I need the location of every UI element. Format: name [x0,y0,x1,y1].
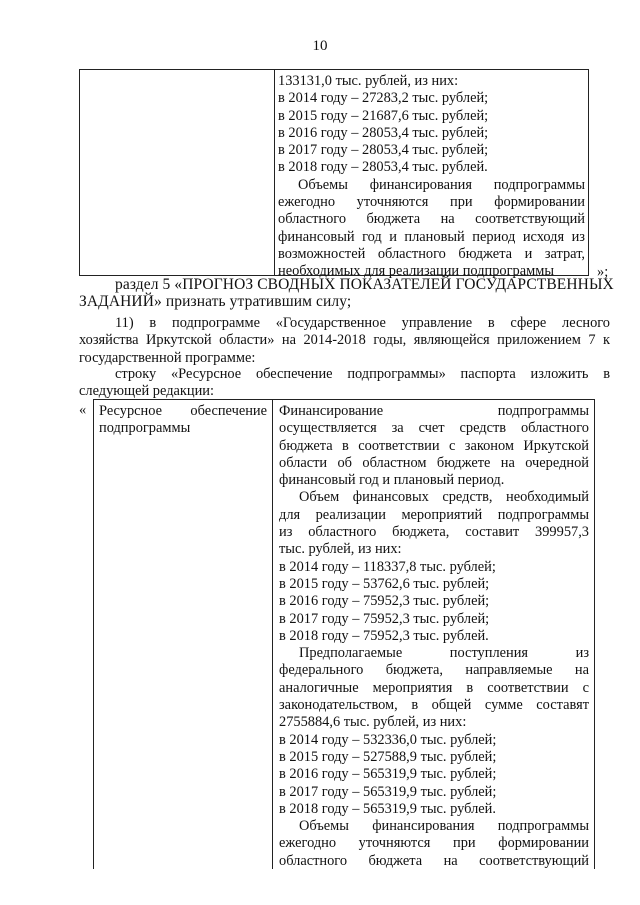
page-number: 10 [312,38,328,54]
funding-total-line: 133131,0 тыс. рублей, из них: [278,73,459,89]
paragraph-line: следующей редакции: [79,383,214,400]
funding-note-line: ежегодно уточняются при формировании [279,835,589,852]
federal-budget-line: 2755884,6 тыс. рублей, из них: [279,714,467,731]
paragraph-line: ЗАДАНИЙ» признать утратившим силу; [79,293,352,311]
federal-year-line: в 2018 году – 565319,9 тыс. рублей. [279,800,496,817]
paragraph-line: государственной программе: [79,349,256,366]
funding-note-line: областного бюджета на соответствующий [279,852,589,869]
financing-line: бюджета в соответствии с законом Иркутской [279,437,589,454]
funding-year-line: в 2018 году – 28053,4 тыс. рублей. [278,159,488,176]
funding-note-line: ежегодно уточняются при формировании [278,194,585,211]
regional-year-line: в 2015 году – 53762,6 тыс. рублей; [279,575,490,592]
regional-budget-line: для реализации мероприятий подпрограммы [279,506,589,523]
regional-budget-line: Объем финансовых средств, необходимый [299,489,589,506]
column-divider [274,70,275,275]
funding-year-line: в 2016 году – 28053,4 тыс. рублей; [278,124,489,141]
regional-year-line: в 2018 году – 75952,3 тыс. рублей. [279,627,489,644]
funding-year-line: в 2015 году – 21687,6 тыс. рублей; [278,107,489,124]
federal-budget-line: Предполагаемые поступления из [299,645,589,662]
item-11-paragraph [79,315,610,367]
regional-budget-line: из областного бюджета, составит 399957,3 [279,524,589,541]
funding-note-line: возможностей областного бюджета и затрат, [278,245,585,262]
column-divider [272,400,273,869]
resource-provision-label-cell [99,403,267,438]
federal-year-line: в 2014 году – 532336,0 тыс. рублей; [279,731,497,748]
continuation-table [79,69,589,280]
federal-budget-line: федерального бюджета, направляемые на [279,662,589,679]
resource-provision-table [93,399,595,869]
row-label-line: подпрограммы [99,420,191,437]
funding-note-line: необходимых для реализации подпрограммы [278,263,554,280]
funding-note-line: областного бюджета на соответствующий [278,211,585,228]
funding-year-line: в 2017 году – 28053,4 тыс. рублей; [278,142,489,159]
federal-year-line: в 2017 году – 565319,9 тыс. рублей; [279,783,497,800]
opening-quote: « [79,402,87,418]
regional-year-line: в 2014 году – 118337,8 тыс. рублей; [279,558,496,575]
federal-budget-line: законодательством, в общей сумме составят [279,697,589,714]
federal-year-line: в 2016 году – 565319,9 тыс. рублей; [279,766,497,783]
closing-quote: »; [597,264,609,280]
funding-note-line: Объемы финансирования подпрограммы [299,818,589,835]
federal-budget-line: аналогичные мероприятия в соответствии с [279,679,589,696]
funding-note-line: финансовый год и плановый период исходя из [278,228,585,245]
financing-line: осуществляется за счет средств областного [279,420,589,437]
federal-year-line: в 2015 году – 527588,9 тыс. рублей; [279,748,497,765]
financing-line: финансовый год и плановый период. [279,472,505,489]
row-replacement-paragraph [79,366,610,401]
paragraph-line: раздел 5 «ПРОГНОЗ СВОДНЫХ ПОКАЗАТЕЛЕЙ ГОСУДАРСТВЕННЫХ [115,276,614,293]
paragraph-line: строку «Ресурсное обеспечение подпрограммы» паспорта изложить в [115,366,610,382]
section5-paragraph [79,276,614,311]
paragraph-line: хозяйства Иркутской области» на 2014-2018 годы, являющейся приложением 7 к [79,332,610,349]
resource-provision-value-cell [279,403,589,870]
continuation-table-right-cell [278,73,585,281]
funding-year-line: в 2014 году – 27283,2 тыс. рублей; [278,90,489,107]
financing-line: Финансирование подпрограммы [279,403,589,419]
financing-line: области об областном бюджете на очередной [279,454,589,471]
row-label-line: Ресурсное обеспечение [99,403,267,419]
regional-year-line: в 2016 году – 75952,3 тыс. рублей; [279,593,490,610]
regional-budget-line: тыс. рублей, из них: [279,541,402,558]
funding-note-line: Объемы финансирования подпрограммы [298,176,585,193]
regional-year-line: в 2017 году – 75952,3 тыс. рублей; [279,610,490,627]
paragraph-line: 11) в подпрограмме «Государственное управление в сфере лесного [115,315,610,331]
